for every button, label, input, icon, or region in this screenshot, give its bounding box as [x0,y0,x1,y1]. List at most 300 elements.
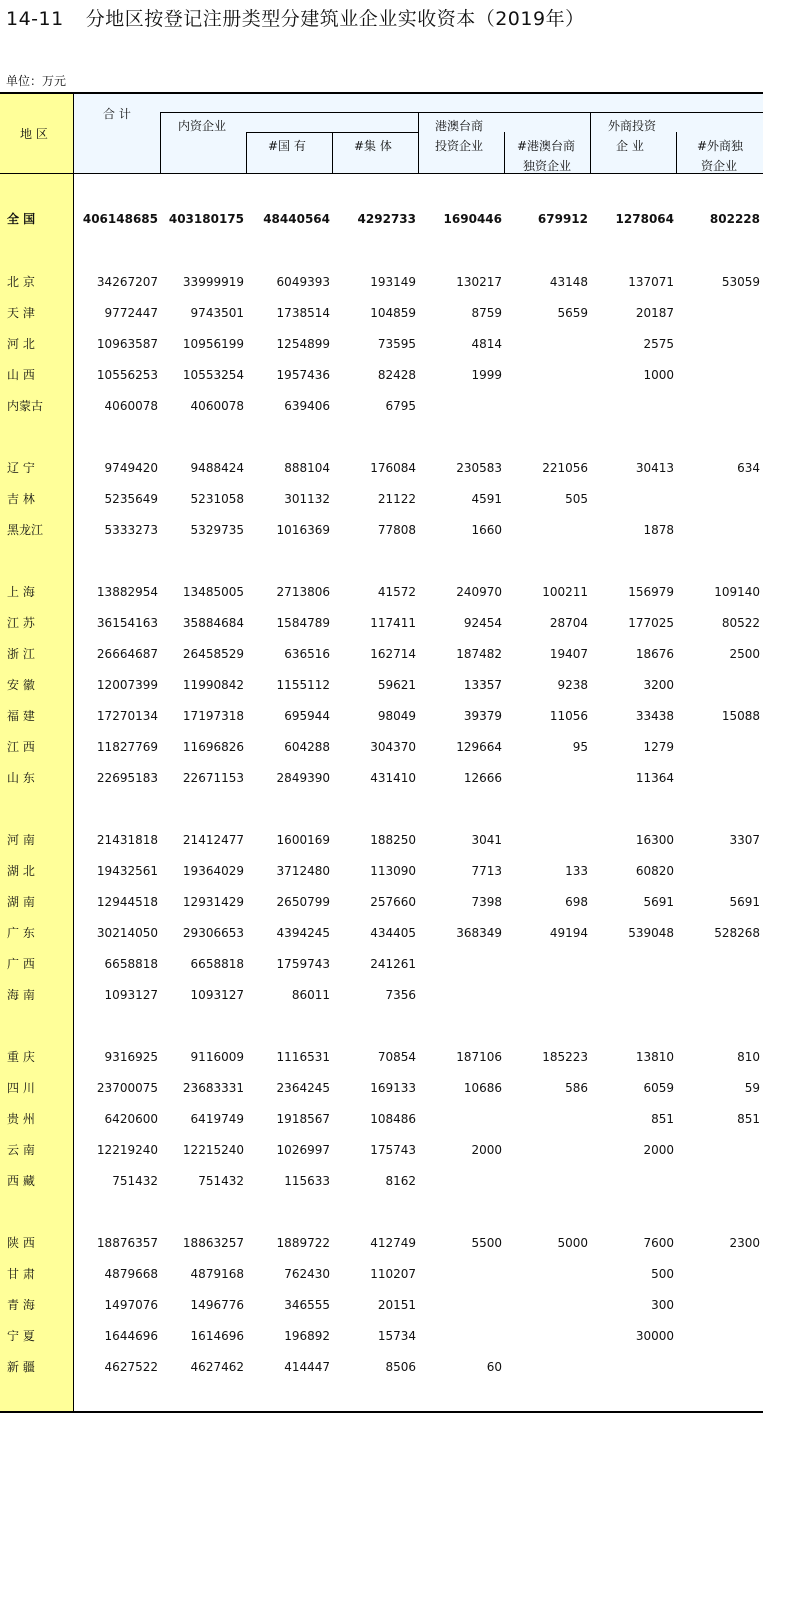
cell-foreign-sole: 634 [737,461,760,475]
cell-domestic: 17197318 [182,709,244,723]
header-divider-4 [418,112,419,174]
cell-foreign-sole: 59 [744,1081,760,1095]
cell-total: 10963587 [96,337,158,351]
cell-collective: 59621 [377,678,416,692]
cell-region: 河 南 [7,833,35,847]
cell-domestic: 6658818 [190,957,244,971]
cell-state-owned: 1584789 [276,616,330,630]
cell-foreign: 5691 [643,895,674,909]
cell-total: 5235649 [104,492,158,506]
cell-state-owned: 196892 [284,1329,330,1343]
cell-hmt: 187106 [456,1050,502,1064]
cell-hmt: 10686 [463,1081,502,1095]
cell-collective: 113090 [370,864,416,878]
cell-hmt-sole: 100211 [542,585,588,599]
cell-hmt-sole: 28704 [549,616,588,630]
header-divider-6 [590,112,591,174]
cell-total: 9772447 [104,306,158,320]
table-row [0,210,763,228]
cell-total: 1093127 [104,988,158,1002]
cell-state-owned: 1026997 [276,1143,330,1157]
cell-region: 湖 北 [7,864,35,878]
cell-total: 9749420 [104,461,158,475]
cell-hmt: 1660 [471,523,502,537]
table-row [0,1048,763,1066]
table-title [6,4,585,31]
cell-domestic: 5329735 [190,523,244,537]
cell-foreign: 16300 [635,833,674,847]
cell-hmt: 368349 [456,926,502,940]
cell-foreign-sole: 80522 [721,616,760,630]
cell-region: 陕 西 [7,1236,35,1250]
cell-total: 26664687 [96,647,158,661]
cell-region: 甘 肃 [7,1267,35,1281]
cell-foreign: 177025 [628,616,674,630]
cell-region: 辽 宁 [7,461,35,475]
cell-collective: 431410 [370,771,416,785]
cell-domestic: 18863257 [182,1236,244,1250]
cell-domestic: 10553254 [182,368,244,382]
cell-hmt-sole: 679912 [537,212,588,226]
cell-collective: 188250 [370,833,416,847]
cell-state-owned: 1016369 [276,523,330,537]
cell-domestic: 10956199 [182,337,244,351]
cell-region: 宁 夏 [7,1329,35,1343]
cell-hmt: 60 [486,1360,502,1374]
cell-domestic: 19364029 [182,864,244,878]
cell-hmt: 130217 [456,275,502,289]
cell-foreign: 11364 [635,771,674,785]
cell-hmt: 240970 [456,585,502,599]
table-row [0,614,763,632]
cell-domestic: 4879168 [190,1267,244,1281]
table-row [0,273,763,291]
cell-domestic: 13485005 [182,585,244,599]
cell-collective: 193149 [370,275,416,289]
cell-region: 四 川 [7,1081,35,1095]
cell-total: 4627522 [104,1360,158,1374]
cell-total: 30214050 [96,926,158,940]
cell-state-owned: 346555 [284,1298,330,1312]
cell-domestic: 6419749 [190,1112,244,1126]
cell-total: 12944518 [96,895,158,909]
cell-foreign: 60820 [635,864,674,878]
cell-foreign-sole: 2300 [729,1236,760,1250]
cell-collective: 241261 [370,957,416,971]
cell-collective: 162714 [370,647,416,661]
header-hmt-sole-line2: 独资企业 [523,159,572,173]
cell-region: 海 南 [7,988,35,1002]
cell-region: 江 西 [7,740,35,754]
table-row [0,366,763,384]
cell-hmt: 7713 [471,864,502,878]
cell-foreign: 851 [651,1112,674,1126]
table-row [0,893,763,911]
cell-domestic: 21412477 [182,833,244,847]
cell-state-owned: 636516 [284,647,330,661]
cell-collective: 104859 [370,306,416,320]
cell-total: 406148685 [82,212,158,226]
cell-foreign: 2000 [643,1143,674,1157]
cell-state-owned: 6049393 [276,275,330,289]
cell-hmt: 1999 [471,368,502,382]
header-collective: #集 体 [354,139,392,153]
header-hmt-line2: 投资企业 [435,139,484,153]
cell-domestic: 23683331 [182,1081,244,1095]
header-divider-1 [160,112,161,174]
cell-state-owned: 115633 [284,1174,330,1188]
cell-hmt: 3041 [471,833,502,847]
cell-region: 天 津 [7,306,35,320]
cell-state-owned: 1738514 [276,306,330,320]
header-divider-7 [676,132,677,174]
table-row [0,1358,763,1376]
header-divider-5 [504,132,505,174]
header-state-owned: #国 有 [268,139,306,153]
cell-total: 4060078 [104,399,158,413]
cell-hmt: 230583 [456,461,502,475]
cell-domestic: 35884684 [182,616,244,630]
cell-domestic: 403180175 [168,212,244,226]
cell-foreign: 2575 [643,337,674,351]
cell-foreign-sole: 109140 [714,585,760,599]
header-divider-2 [246,132,247,174]
cell-total: 17270134 [96,709,158,723]
cell-region: 湖 南 [7,895,35,909]
cell-collective: 82428 [377,368,416,382]
cell-hmt-sole: 221056 [542,461,588,475]
cell-foreign-sole: 802228 [709,212,760,226]
cell-hmt-sole: 19407 [549,647,588,661]
cell-total: 21431818 [96,833,158,847]
table-row [0,397,763,415]
table-row [0,676,763,694]
cell-total: 18876357 [96,1236,158,1250]
cell-total: 1497076 [104,1298,158,1312]
table-row [0,769,763,787]
cell-total: 34267207 [96,275,158,289]
cell-hmt-sole: 698 [565,895,588,909]
cell-state-owned: 1254899 [276,337,330,351]
cell-domestic: 12215240 [182,1143,244,1157]
cell-foreign: 18676 [635,647,674,661]
cell-hmt: 2000 [471,1143,502,1157]
cell-region: 贵 州 [7,1112,35,1126]
table-row [0,955,763,973]
cell-state-owned: 4394245 [276,926,330,940]
cell-state-owned: 2849390 [276,771,330,785]
cell-foreign-sole: 2500 [729,647,760,661]
cell-collective: 21122 [377,492,416,506]
cell-collective: 175743 [370,1143,416,1157]
cell-hmt-sole: 185223 [542,1050,588,1064]
cell-region: 浙 江 [7,647,35,661]
cell-total: 36154163 [96,616,158,630]
cell-region: 新 疆 [7,1360,35,1374]
cell-domestic: 1093127 [190,988,244,1002]
cell-domestic: 26458529 [182,647,244,661]
cell-domestic: 33999919 [182,275,244,289]
cell-foreign: 33438 [635,709,674,723]
table-row [0,1110,763,1128]
cell-foreign-sole: 15088 [721,709,760,723]
cell-foreign: 30413 [635,461,674,475]
cell-collective: 20151 [377,1298,416,1312]
cell-hmt: 7398 [471,895,502,909]
table-row [0,1234,763,1252]
cell-state-owned: 762430 [284,1267,330,1281]
cell-region: 山 东 [7,771,35,785]
table-row [0,583,763,601]
cell-hmt-sole: 11056 [549,709,588,723]
cell-state-owned: 3712480 [276,864,330,878]
cell-foreign: 1279 [643,740,674,754]
cell-foreign-sole: 851 [737,1112,760,1126]
table-row [0,304,763,322]
header-foreign-sole-line1: #外商独 [697,139,744,153]
cell-region: 北 京 [7,275,35,289]
cell-hmt: 1690446 [443,212,502,226]
cell-state-owned: 2364245 [276,1081,330,1095]
table-row [0,1327,763,1345]
cell-hmt-sole: 586 [565,1081,588,1095]
cell-foreign: 7600 [643,1236,674,1250]
cell-domestic: 11696826 [182,740,244,754]
cell-state-owned: 1116531 [276,1050,330,1064]
cell-hmt: 92454 [463,616,502,630]
cell-collective: 434405 [370,926,416,940]
cell-total: 23700075 [96,1081,158,1095]
cell-total: 10556253 [96,368,158,382]
cell-state-owned: 1155112 [276,678,330,692]
cell-hmt: 129664 [456,740,502,754]
table-row [0,986,763,1004]
cell-region: 云 南 [7,1143,35,1157]
cell-state-owned: 1957436 [276,368,330,382]
cell-collective: 70854 [377,1050,416,1064]
cell-hmt: 4814 [471,337,502,351]
cell-hmt: 187482 [456,647,502,661]
cell-state-owned: 639406 [284,399,330,413]
cell-foreign: 300 [651,1298,674,1312]
cell-foreign-sole: 53059 [721,275,760,289]
cell-domestic: 4627462 [190,1360,244,1374]
cell-hmt: 39379 [463,709,502,723]
header-region: 地 区 [20,127,48,141]
cell-region: 黑龙江 [7,523,44,537]
cell-foreign: 13810 [635,1050,674,1064]
cell-region: 福 建 [7,709,35,723]
cell-hmt-sole: 43148 [549,275,588,289]
header-foreign-sole-line2: 资企业 [701,159,738,173]
table-row [0,707,763,725]
table-row [0,521,763,539]
cell-foreign: 6059 [643,1081,674,1095]
header-hmt-sole-line1: #港澳台商 [517,139,576,153]
header-bottom-rule [0,173,763,174]
cell-region: 重 庆 [7,1050,35,1064]
cell-domestic: 9116009 [190,1050,244,1064]
table-row [0,924,763,942]
cell-total: 6658818 [104,957,158,971]
cell-foreign: 30000 [635,1329,674,1343]
cell-total: 6420600 [104,1112,158,1126]
cell-foreign: 20187 [635,306,674,320]
cell-foreign-sole: 528268 [714,926,760,940]
table-row [0,459,763,477]
cell-state-owned: 414447 [284,1360,330,1374]
cell-total: 1644696 [104,1329,158,1343]
table-row [0,1141,763,1159]
cell-domestic: 751432 [198,1174,244,1188]
cell-region: 吉 林 [7,492,35,506]
cell-hmt: 8759 [471,306,502,320]
header-foreign-line1: 外商投资 [608,119,657,133]
cell-hmt-sole: 505 [565,492,588,506]
cell-hmt-sole: 133 [565,864,588,878]
cell-collective: 304370 [370,740,416,754]
cell-foreign-sole: 810 [737,1050,760,1064]
cell-foreign: 3200 [643,678,674,692]
cell-collective: 117411 [370,616,416,630]
cell-hmt-sole: 9238 [557,678,588,692]
cell-foreign: 1278064 [615,212,674,226]
cell-collective: 6795 [385,399,416,413]
cell-total: 751432 [112,1174,158,1188]
cell-total: 12219240 [96,1143,158,1157]
cell-state-owned: 888104 [284,461,330,475]
cell-collective: 98049 [377,709,416,723]
cell-region: 西 藏 [7,1174,35,1188]
cell-state-owned: 1759743 [276,957,330,971]
header-domestic: 内资企业 [178,119,227,133]
cell-collective: 169133 [370,1081,416,1095]
cell-state-owned: 695944 [284,709,330,723]
header-total: 合 计 [103,107,131,121]
cell-region: 河 北 [7,337,35,351]
cell-state-owned: 604288 [284,740,330,754]
cell-collective: 176084 [370,461,416,475]
cell-domestic: 11990842 [182,678,244,692]
unit-label: 单位：万元 [6,74,67,88]
cell-collective: 15734 [377,1329,416,1343]
header-mid-rule [160,112,763,113]
table-row [0,1265,763,1283]
cell-hmt: 13357 [463,678,502,692]
cell-collective: 8162 [385,1174,416,1188]
cell-hmt: 12666 [463,771,502,785]
cell-hmt-sole: 5659 [557,306,588,320]
cell-total: 4879668 [104,1267,158,1281]
cell-total: 12007399 [96,678,158,692]
cell-collective: 73595 [377,337,416,351]
cell-collective: 77808 [377,523,416,537]
cell-region: 广 东 [7,926,35,940]
table-row [0,645,763,663]
cell-foreign-sole: 5691 [729,895,760,909]
table-top-rule [0,92,763,94]
table-row [0,738,763,756]
cell-domestic: 22671153 [182,771,244,785]
cell-foreign-sole: 3307 [729,833,760,847]
cell-hmt-sole: 49194 [549,926,588,940]
cell-foreign: 1000 [643,368,674,382]
cell-state-owned: 1889722 [276,1236,330,1250]
cell-foreign: 1878 [643,523,674,537]
cell-foreign: 539048 [628,926,674,940]
cell-foreign: 156979 [628,585,674,599]
cell-domestic: 12931429 [182,895,244,909]
cell-region: 广 西 [7,957,35,971]
cell-hmt: 5500 [471,1236,502,1250]
cell-collective: 110207 [370,1267,416,1281]
cell-region: 江 苏 [7,616,35,630]
cell-state-owned: 48440564 [263,212,330,226]
cell-total: 11827769 [96,740,158,754]
cell-foreign: 500 [651,1267,674,1281]
cell-domestic: 1614696 [190,1329,244,1343]
cell-collective: 108486 [370,1112,416,1126]
header-divider-3 [332,132,333,174]
table-title-text: 分地区按登记注册类型分建筑业企业实收资本（2019年） [85,8,585,30]
cell-region: 内蒙古 [7,399,44,413]
table-number: 14-11 [6,8,64,30]
cell-state-owned: 1600169 [276,833,330,847]
cell-total: 5333273 [104,523,158,537]
cell-total: 13882954 [96,585,158,599]
cell-region: 全 国 [7,212,36,226]
header-hmt-line1: 港澳台商 [435,119,484,133]
table-row [0,490,763,508]
cell-collective: 41572 [377,585,416,599]
cell-collective: 8506 [385,1360,416,1374]
table-row [0,1079,763,1097]
cell-state-owned: 2650799 [276,895,330,909]
cell-collective: 4292733 [357,212,416,226]
cell-hmt: 4591 [471,492,502,506]
cell-region: 山 西 [7,368,35,382]
table-row [0,831,763,849]
cell-region: 安 徽 [7,678,35,692]
table-row [0,862,763,880]
cell-state-owned: 1918567 [276,1112,330,1126]
cell-region: 青 海 [7,1298,35,1312]
cell-domestic: 5231058 [190,492,244,506]
table-row [0,335,763,353]
cell-total: 22695183 [96,771,158,785]
header-foreign-line2: 企 业 [616,139,644,153]
cell-hmt-sole: 95 [572,740,588,754]
cell-collective: 7356 [385,988,416,1002]
cell-collective: 412749 [370,1236,416,1250]
cell-domestic: 29306653 [182,926,244,940]
cell-total: 9316925 [104,1050,158,1064]
cell-foreign: 137071 [628,275,674,289]
cell-domestic: 9488424 [190,461,244,475]
cell-hmt-sole: 5000 [557,1236,588,1250]
cell-state-owned: 301132 [284,492,330,506]
cell-domestic: 1496776 [190,1298,244,1312]
cell-domestic: 9743501 [190,306,244,320]
table-bottom-rule [0,1411,763,1413]
table-row [0,1172,763,1190]
cell-domestic: 4060078 [190,399,244,413]
cell-region: 上 海 [7,585,35,599]
cell-collective: 257660 [370,895,416,909]
cell-state-owned: 86011 [291,988,330,1002]
table-row [0,1296,763,1314]
cell-state-owned: 2713806 [276,585,330,599]
